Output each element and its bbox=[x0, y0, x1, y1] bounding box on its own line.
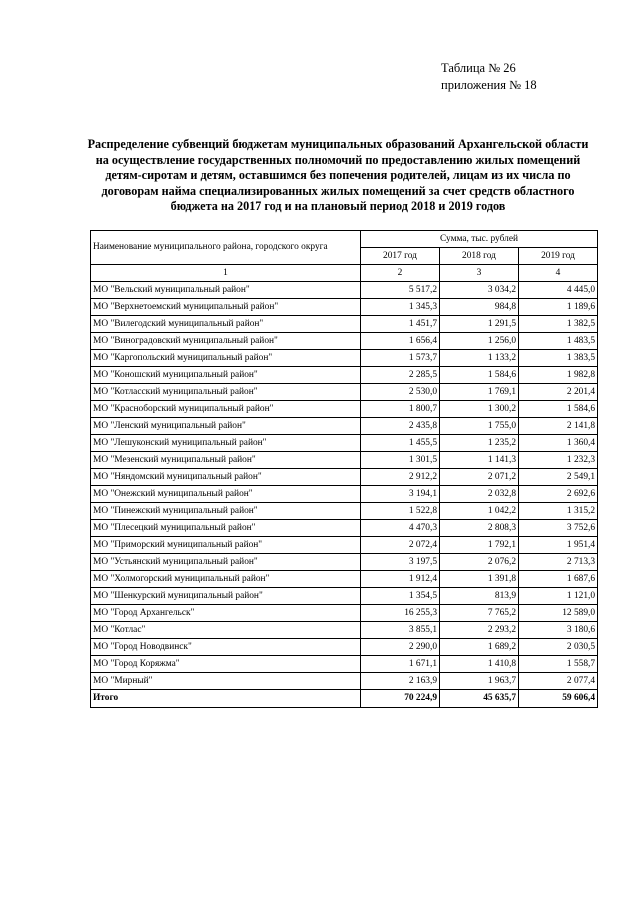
amount-2019: 1 232,3 bbox=[519, 452, 598, 469]
column-header-name: Наименование муниципального района, городского округа bbox=[91, 231, 361, 265]
amount-2019: 3 180,6 bbox=[519, 622, 598, 639]
amount-2018: 7 765,2 bbox=[440, 605, 519, 622]
amount-2019: 4 445,0 bbox=[519, 282, 598, 299]
amount-2018: 1 141,3 bbox=[440, 452, 519, 469]
amount-2017: 16 255,3 bbox=[361, 605, 440, 622]
table-row bbox=[91, 605, 598, 622]
table-row bbox=[91, 367, 598, 384]
amount-2017: 2 290,0 bbox=[361, 639, 440, 656]
table-row bbox=[91, 622, 598, 639]
amount-2019: 1 189,6 bbox=[519, 299, 598, 316]
municipality-name: МО "Котласский муниципальный район" bbox=[91, 384, 361, 401]
amount-2017: 2 285,5 bbox=[361, 367, 440, 384]
table-row bbox=[91, 571, 598, 588]
total-row bbox=[91, 690, 598, 708]
municipality-name: МО "Верхнетоемский муниципальный район" bbox=[91, 299, 361, 316]
amount-2019: 12 589,0 bbox=[519, 605, 598, 622]
amount-2017: 1 345,3 bbox=[361, 299, 440, 316]
amount-2019: 2 077,4 bbox=[519, 673, 598, 690]
amount-2018: 3 034,2 bbox=[440, 282, 519, 299]
column-header-2017: 2017 год bbox=[361, 248, 440, 265]
amount-2017: 5 517,2 bbox=[361, 282, 440, 299]
table-row bbox=[91, 384, 598, 401]
amount-2017: 2 912,2 bbox=[361, 469, 440, 486]
table-row bbox=[91, 299, 598, 316]
amount-2018: 1 792,1 bbox=[440, 537, 519, 554]
amount-2019: 1 360,4 bbox=[519, 435, 598, 452]
amount-2018: 984,8 bbox=[440, 299, 519, 316]
municipality-name: МО "Город Архангельск" bbox=[91, 605, 361, 622]
column-number: 3 bbox=[440, 265, 519, 282]
column-header-2019: 2019 год bbox=[519, 248, 598, 265]
amount-2018: 1 291,5 bbox=[440, 316, 519, 333]
subvention-table bbox=[90, 230, 598, 708]
amount-2019: 2 549,1 bbox=[519, 469, 598, 486]
amount-2017: 1 451,7 bbox=[361, 316, 440, 333]
table-row bbox=[91, 639, 598, 656]
amount-2017: 1 656,4 bbox=[361, 333, 440, 350]
table-row bbox=[91, 333, 598, 350]
municipality-name: МО "Мирный" bbox=[91, 673, 361, 690]
column-header-sum: Сумма, тыс. рублей bbox=[361, 231, 598, 248]
amount-2017: 1 354,5 bbox=[361, 588, 440, 605]
amount-2019: 1 951,4 bbox=[519, 537, 598, 554]
total-2017: 70 224,9 bbox=[361, 690, 440, 708]
amount-2017: 1 301,5 bbox=[361, 452, 440, 469]
column-number: 1 bbox=[91, 265, 361, 282]
amount-2019: 2 141,8 bbox=[519, 418, 598, 435]
amount-2017: 3 855,1 bbox=[361, 622, 440, 639]
table-row bbox=[91, 401, 598, 418]
municipality-name: МО "Виноградовский муниципальный район" bbox=[91, 333, 361, 350]
amount-2019: 2 713,3 bbox=[519, 554, 598, 571]
table-row bbox=[91, 350, 598, 367]
amount-2017: 1 800,7 bbox=[361, 401, 440, 418]
total-label: Итого bbox=[91, 690, 361, 708]
amount-2017: 1 912,4 bbox=[361, 571, 440, 588]
amount-2018: 1 755,0 bbox=[440, 418, 519, 435]
municipality-name: МО "Мезенский муниципальный район" bbox=[91, 452, 361, 469]
municipality-name: МО "Город Коряжма" bbox=[91, 656, 361, 673]
amount-2019: 1 383,5 bbox=[519, 350, 598, 367]
amount-2019: 2 201,4 bbox=[519, 384, 598, 401]
amount-2018: 813,9 bbox=[440, 588, 519, 605]
amount-2018: 2 808,3 bbox=[440, 520, 519, 537]
table-row bbox=[91, 418, 598, 435]
amount-2018: 1 256,0 bbox=[440, 333, 519, 350]
amount-2019: 1 315,2 bbox=[519, 503, 598, 520]
amount-2018: 1 133,2 bbox=[440, 350, 519, 367]
municipality-name: МО "Каргопольский муниципальный район" bbox=[91, 350, 361, 367]
amount-2019: 1 382,5 bbox=[519, 316, 598, 333]
table-body bbox=[91, 282, 598, 708]
amount-2017: 2 530,0 bbox=[361, 384, 440, 401]
municipality-name: МО "Шенкурский муниципальный район" bbox=[91, 588, 361, 605]
amount-2017: 1 671,1 bbox=[361, 656, 440, 673]
amount-2017: 3 194,1 bbox=[361, 486, 440, 503]
total-2018: 45 635,7 bbox=[440, 690, 519, 708]
column-header-2018: 2018 год bbox=[440, 248, 519, 265]
amount-2018: 2 293,2 bbox=[440, 622, 519, 639]
amount-2019: 1 483,5 bbox=[519, 333, 598, 350]
amount-2018: 2 032,8 bbox=[440, 486, 519, 503]
table-row bbox=[91, 316, 598, 333]
amount-2018: 1 235,2 bbox=[440, 435, 519, 452]
table-row bbox=[91, 452, 598, 469]
column-number: 4 bbox=[519, 265, 598, 282]
total-2019: 59 606,4 bbox=[519, 690, 598, 708]
amount-2017: 2 435,8 bbox=[361, 418, 440, 435]
amount-2019: 2 692,6 bbox=[519, 486, 598, 503]
municipality-name: МО "Приморский муниципальный район" bbox=[91, 537, 361, 554]
amount-2019: 1 121,0 bbox=[519, 588, 598, 605]
table-row bbox=[91, 656, 598, 673]
table-row bbox=[91, 537, 598, 554]
amount-2018: 2 071,2 bbox=[440, 469, 519, 486]
municipality-name: МО "Няндомский муниципальный район" bbox=[91, 469, 361, 486]
amount-2018: 1 410,8 bbox=[440, 656, 519, 673]
table-row bbox=[91, 588, 598, 605]
table-reference bbox=[441, 60, 537, 94]
municipality-name: МО "Коношский муниципальный район" bbox=[91, 367, 361, 384]
amount-2019: 1 558,7 bbox=[519, 656, 598, 673]
amount-2019: 2 030,5 bbox=[519, 639, 598, 656]
municipality-name: МО "Котлас" bbox=[91, 622, 361, 639]
amount-2017: 2 163,9 bbox=[361, 673, 440, 690]
table-row bbox=[91, 469, 598, 486]
amount-2017: 1 455,5 bbox=[361, 435, 440, 452]
amount-2019: 1 982,8 bbox=[519, 367, 598, 384]
amount-2018: 1 391,8 bbox=[440, 571, 519, 588]
municipality-name: МО "Ленский муниципальный район" bbox=[91, 418, 361, 435]
municipality-name: МО "Устьянский муниципальный район" bbox=[91, 554, 361, 571]
amount-2018: 1 584,6 bbox=[440, 367, 519, 384]
municipality-name: МО "Красноборский муниципальный район" bbox=[91, 401, 361, 418]
amount-2017: 4 470,3 bbox=[361, 520, 440, 537]
municipality-name: МО "Онежский муниципальный район" bbox=[91, 486, 361, 503]
table-row bbox=[91, 520, 598, 537]
amount-2017: 2 072,4 bbox=[361, 537, 440, 554]
table-row bbox=[91, 486, 598, 503]
table-row bbox=[91, 503, 598, 520]
amount-2018: 1 300,2 bbox=[440, 401, 519, 418]
column-number: 2 bbox=[361, 265, 440, 282]
amount-2019: 3 752,6 bbox=[519, 520, 598, 537]
amount-2017: 1 573,7 bbox=[361, 350, 440, 367]
municipality-name: МО "Холмогорский муниципальный район" bbox=[91, 571, 361, 588]
municipality-name: МО "Пинежский муниципальный район" bbox=[91, 503, 361, 520]
amount-2018: 1 042,2 bbox=[440, 503, 519, 520]
table-number: Таблица № 26 bbox=[441, 61, 516, 75]
amount-2018: 1 769,1 bbox=[440, 384, 519, 401]
municipality-name: МО "Вилегодский муниципальный район" bbox=[91, 316, 361, 333]
appendix-number: приложения № 18 bbox=[441, 78, 537, 92]
amount-2019: 1 584,6 bbox=[519, 401, 598, 418]
municipality-name: МО "Город Новодвинск" bbox=[91, 639, 361, 656]
document-title: Распределение субвенций бюджетам муниципальных образований Архангельской области на осуществление государственных полномочий по предоставлению жилых помещений детям-сиротам и детям, оставшимся без попечения родителей, лицам из их числа по договорам найма специализированных жилых помещений за счет средств областного бюджета на 2017 год и на плановый период 2018 и 2019 годов bbox=[87, 137, 589, 213]
amount-2017: 3 197,5 bbox=[361, 554, 440, 571]
table-row bbox=[91, 435, 598, 452]
header-row-1 bbox=[91, 231, 598, 248]
amount-2017: 1 522,8 bbox=[361, 503, 440, 520]
table-row bbox=[91, 673, 598, 690]
table-row bbox=[91, 554, 598, 571]
amount-2018: 1 689,2 bbox=[440, 639, 519, 656]
municipality-name: МО "Плесецкий муниципальный район" bbox=[91, 520, 361, 537]
table-row bbox=[91, 282, 598, 299]
amount-2018: 1 963,7 bbox=[440, 673, 519, 690]
municipality-name: МО "Лешуконский муниципальный район" bbox=[91, 435, 361, 452]
amount-2019: 1 687,6 bbox=[519, 571, 598, 588]
municipality-name: МО "Вельский муниципальный район" bbox=[91, 282, 361, 299]
column-number-row bbox=[91, 265, 598, 282]
amount-2018: 2 076,2 bbox=[440, 554, 519, 571]
